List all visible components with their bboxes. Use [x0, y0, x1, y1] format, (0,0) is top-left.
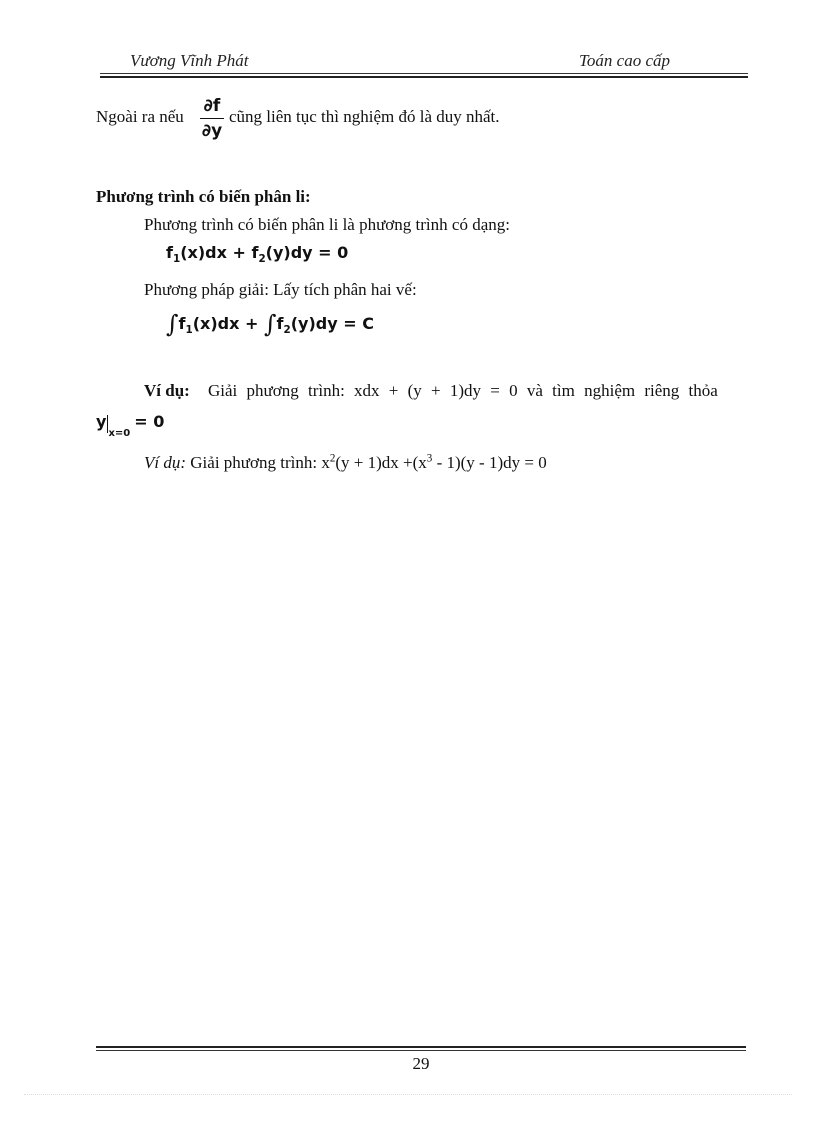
header-author: Vương Vĩnh Phát: [130, 51, 249, 70]
separable-equation: [166, 243, 349, 266]
sol-part1: (x)dx +: [192, 314, 264, 333]
integral-sign-1: ∫: [166, 310, 179, 338]
cond-subscript: x=0: [108, 428, 131, 439]
example2-part1: Giải phương trình: x: [190, 453, 330, 472]
uniqueness-text-after: cũng liên tục thì nghiệm đó là duy nhất.: [229, 107, 500, 126]
footer-rule-thin: [96, 1050, 746, 1051]
fraction-numerator: ∂f: [203, 96, 221, 116]
initial-condition: [96, 412, 164, 444]
sol-f2: f: [276, 314, 284, 333]
sol-part2: (y)dy = C: [290, 314, 374, 333]
example2-label: Ví dụ:: [144, 453, 187, 472]
eq-part1: (x)dx +: [180, 243, 252, 262]
cond-value: = 0: [134, 412, 165, 431]
partial-derivative-fraction: [200, 96, 224, 141]
page-edge-dotted-line: [24, 1094, 792, 1095]
integral-sign-2: ∫: [263, 310, 277, 338]
example2-part2: (y + 1)dx +(x: [335, 453, 427, 472]
uniqueness-text-before: Ngoài ra nếu: [96, 107, 184, 126]
sol-sub1: 1: [185, 324, 193, 337]
example2-sup1: 2: [329, 452, 336, 465]
fraction-bar: [200, 118, 224, 119]
example1-text: Giải phương trình: xdx + (y + 1)dy = 0 và tìm nghiệm riêng thỏa: [208, 381, 718, 400]
fraction-denominator: ∂y: [201, 121, 223, 141]
header-rule-thin: [100, 73, 748, 74]
eq-sub2: 2: [258, 253, 266, 266]
integral-solution: [166, 310, 374, 338]
header-rule-thick: [100, 76, 748, 78]
page-header: [100, 51, 748, 81]
eq-f2: f: [251, 243, 259, 262]
eq-f1: f: [166, 243, 173, 262]
cond-variable: y: [96, 412, 107, 431]
footer-rule-thick: [96, 1046, 746, 1048]
solution-method: Phương pháp giải: Lấy tích phân hai vế:: [144, 280, 417, 299]
sol-sub2: 2: [283, 324, 291, 337]
eq-part2: (y)dy = 0: [265, 243, 349, 262]
header-subject: Toán cao cấp: [579, 51, 670, 70]
section-title: Phương trình có biến phân li:: [96, 187, 311, 206]
example2-line: [144, 453, 547, 473]
example2-sup2: 3: [426, 452, 433, 465]
page-number: 29: [412, 1054, 430, 1073]
eq-sub1: 1: [172, 253, 181, 266]
sol-f1: f: [178, 314, 186, 333]
example1-label: Ví dụ:: [144, 381, 190, 400]
example2-part3: - 1)(y - 1)dy = 0: [432, 453, 547, 472]
section-definition: Phương trình có biến phân li là phương trình có dạng:: [144, 215, 510, 234]
